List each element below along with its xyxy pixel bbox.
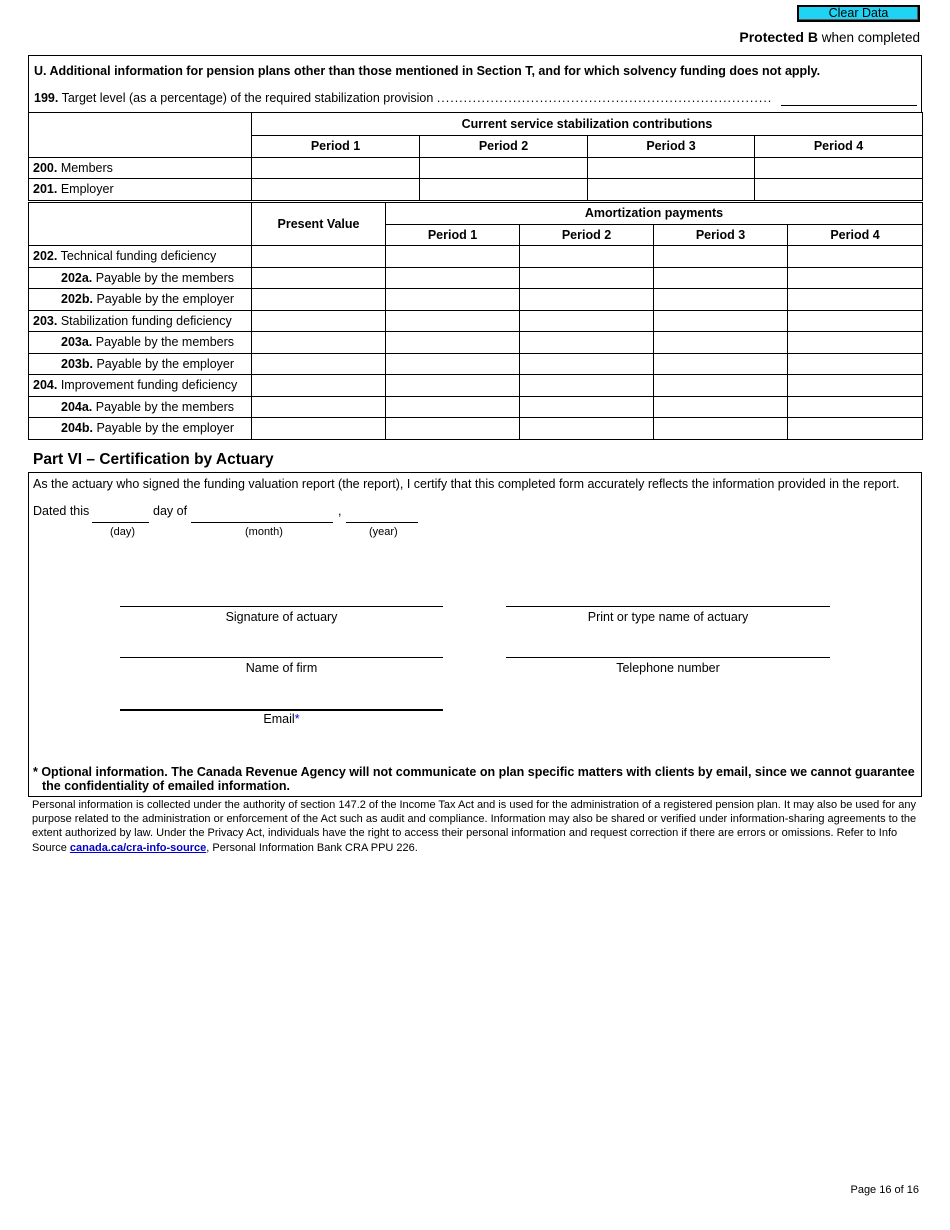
part-vi-title: Part VI – Certification by Actuary <box>33 451 274 468</box>
row-label <box>29 375 252 397</box>
input-cell[interactable] <box>788 289 923 311</box>
protected-b-label: Protected B <box>739 29 818 45</box>
info-source-link[interactable]: canada.ca/cra-info-source <box>69 841 207 854</box>
telephone-line[interactable] <box>506 657 830 658</box>
input-cell[interactable] <box>386 353 520 375</box>
row-number: 201. <box>33 182 58 197</box>
row-text: Payable by the members <box>92 399 235 414</box>
row-label <box>29 289 252 311</box>
input-cell[interactable] <box>520 396 654 418</box>
input-cell[interactable] <box>520 289 654 311</box>
year-caption: (year) <box>369 526 398 538</box>
day-caption: (day) <box>110 526 136 538</box>
telephone-label: Telephone number <box>616 661 720 675</box>
input-cell[interactable] <box>520 332 654 354</box>
row-text: Employer <box>57 182 114 197</box>
line-199-number: 199. <box>34 91 59 105</box>
input-cell[interactable] <box>755 179 923 201</box>
email-label: Email <box>263 712 295 726</box>
contrib-group-header: Current service stabilization contributions <box>252 113 923 136</box>
input-cell[interactable] <box>654 396 788 418</box>
row-number: 202a. <box>61 270 93 285</box>
amort-period-header: Period 1 <box>386 224 520 246</box>
contrib-period-header: Period 1 <box>252 136 420 158</box>
email-line[interactable] <box>120 709 443 711</box>
row-number: 204b. <box>61 421 93 436</box>
row-label <box>29 396 252 418</box>
input-cell[interactable] <box>420 179 588 201</box>
row-label <box>29 310 252 332</box>
input-cell[interactable] <box>252 396 386 418</box>
email-optional-marker: * <box>294 712 300 726</box>
table-row <box>29 375 923 397</box>
input-cell[interactable] <box>520 353 654 375</box>
input-cell[interactable] <box>654 267 788 289</box>
amort-corner-cell <box>29 203 252 246</box>
optional-info-note <box>33 765 915 793</box>
table-row <box>29 267 923 289</box>
input-cell[interactable] <box>654 246 788 268</box>
input-cell[interactable] <box>252 289 386 311</box>
input-cell[interactable] <box>788 353 923 375</box>
privacy-text-end: , Personal Information Bank CRA PPU 226. <box>206 841 418 854</box>
input-cell[interactable] <box>252 157 420 179</box>
input-cell[interactable] <box>654 375 788 397</box>
input-cell[interactable] <box>654 289 788 311</box>
input-cell[interactable] <box>252 267 386 289</box>
row-label <box>29 267 252 289</box>
line-199 <box>34 91 772 105</box>
table-row <box>29 396 923 418</box>
contrib-period-header: Period 3 <box>588 136 755 158</box>
input-cell[interactable] <box>654 418 788 440</box>
line-199-leader-dots: ........................................................................... <box>436 91 773 105</box>
input-cell[interactable] <box>252 332 386 354</box>
certification-statement: As the actuary who signed the funding valuation report (the report), I certify that this completed form accurately reflects the information provided in the report. <box>33 477 900 491</box>
input-cell[interactable] <box>386 289 520 311</box>
input-cell[interactable] <box>654 353 788 375</box>
input-cell[interactable] <box>252 353 386 375</box>
input-cell[interactable] <box>788 332 923 354</box>
table-row <box>29 418 923 440</box>
input-cell[interactable] <box>386 310 520 332</box>
row-number: 203a. <box>61 335 93 350</box>
amort-period-header: Period 4 <box>788 224 923 246</box>
input-cell[interactable] <box>520 310 654 332</box>
input-cell[interactable] <box>654 332 788 354</box>
table-row <box>29 310 923 332</box>
signature-line[interactable] <box>120 606 443 607</box>
input-cell[interactable] <box>788 396 923 418</box>
input-cell[interactable] <box>252 418 386 440</box>
table-row <box>29 353 923 375</box>
dated-this-label: Dated this <box>33 504 90 518</box>
page-number: Page 16 of 16 <box>850 1184 919 1196</box>
amort-group-header: Amortization payments <box>386 203 923 225</box>
actuary-name-label: Print or type name of actuary <box>587 610 749 624</box>
input-cell[interactable] <box>252 179 420 201</box>
email-label-wrap <box>120 712 443 726</box>
actuary-name-line[interactable] <box>506 606 830 607</box>
certification-box <box>28 472 922 797</box>
row-label <box>29 246 252 268</box>
optional-note-line2: the confidentiality of emailed information. <box>42 779 290 793</box>
date-comma: , <box>338 504 342 518</box>
clear-data-button[interactable]: Clear Data <box>797 5 920 22</box>
table-row <box>29 289 923 311</box>
signature-label: Signature of actuary <box>225 610 338 624</box>
amort-period-header: Period 3 <box>654 224 788 246</box>
row-text: Payable by the members <box>92 270 235 285</box>
contrib-period-header: Period 4 <box>755 136 923 158</box>
privacy-notice <box>32 798 922 855</box>
input-cell[interactable] <box>520 375 654 397</box>
input-cell[interactable] <box>386 332 520 354</box>
row-text: Technical funding deficiency <box>57 249 217 264</box>
input-cell[interactable] <box>386 375 520 397</box>
amortization-table <box>28 202 923 440</box>
row-number: 202b. <box>61 292 93 307</box>
input-cell[interactable] <box>252 246 386 268</box>
input-cell[interactable] <box>520 246 654 268</box>
input-cell[interactable] <box>252 375 386 397</box>
input-cell[interactable] <box>520 418 654 440</box>
row-label-201 <box>29 179 252 201</box>
input-cell[interactable] <box>252 310 386 332</box>
row-number: 203b. <box>61 356 93 371</box>
row-label <box>29 353 252 375</box>
section-u-box <box>28 55 922 113</box>
input-cell[interactable] <box>788 375 923 397</box>
row-label-200 <box>29 157 252 179</box>
input-cell[interactable] <box>755 157 923 179</box>
present-value-header: Present Value <box>252 203 386 246</box>
input-cell[interactable] <box>386 267 520 289</box>
year-input[interactable] <box>346 522 418 523</box>
input-cell[interactable] <box>588 179 755 201</box>
row-text: Payable by the members <box>92 335 235 350</box>
row-text: Payable by the employer <box>92 421 235 436</box>
table-row <box>29 332 923 354</box>
day-of-label: day of <box>153 504 188 518</box>
contributions-table <box>28 112 923 201</box>
input-cell[interactable] <box>386 246 520 268</box>
row-text: Payable by the employer <box>92 356 235 371</box>
firm-name-label: Name of firm <box>245 661 318 675</box>
day-input[interactable] <box>92 522 149 523</box>
input-cell[interactable] <box>588 157 755 179</box>
row-number: 200. <box>33 160 58 175</box>
protected-b-notice <box>739 29 920 45</box>
contrib-period-header: Period 2 <box>420 136 588 158</box>
line-199-text: Target level (as a percentage) of the required stabilization provision <box>58 91 434 105</box>
input-cell[interactable] <box>520 267 654 289</box>
section-u-title: U. Additional information for pension plans other than those mentioned in Section T, and for which solvency funding does not apply. <box>34 64 821 78</box>
input-cell[interactable] <box>788 267 923 289</box>
input-cell[interactable] <box>386 418 520 440</box>
input-cell[interactable] <box>420 157 588 179</box>
input-cell[interactable] <box>386 396 520 418</box>
input-cell[interactable] <box>654 310 788 332</box>
row-text: Improvement funding deficiency <box>57 378 238 393</box>
input-cell[interactable] <box>788 246 923 268</box>
row-number: 203. <box>33 313 58 328</box>
row-number: 202. <box>33 249 58 264</box>
table-row <box>29 246 923 268</box>
row-text: Stabilization funding deficiency <box>57 313 232 328</box>
protected-b-suffix: when completed <box>817 30 920 45</box>
optional-note-line1: * Optional information. The Canada Revenue Agency will not communicate on plan specific matters with clients by email, since we cannot guarantee <box>33 765 915 779</box>
row-label <box>29 332 252 354</box>
row-label <box>29 418 252 440</box>
input-cell[interactable] <box>788 418 923 440</box>
contrib-corner-cell <box>29 113 252 158</box>
month-input[interactable] <box>191 522 333 523</box>
row-text: Members <box>57 160 113 175</box>
firm-name-line[interactable] <box>120 657 443 658</box>
line-199-input[interactable] <box>781 105 917 106</box>
input-cell[interactable] <box>788 310 923 332</box>
row-number: 204. <box>33 378 58 393</box>
amort-period-header: Period 2 <box>520 224 654 246</box>
privacy-text: Personal information is collected under the authority of section 147.2 of the Income Tax Act and is used for the administration of a registered pension plan. It may also be used for any purpose related to the administration or enforcement of the Act such as audit and compliance. Information may also be shared or verified under information-sharing agreements to the extent authorized by law. Under the Privacy Act, individuals have the right to access their personal information and request correction if there are errors or omissions. Refer to Info Source <box>32 799 917 854</box>
row-number: 204a. <box>61 399 93 414</box>
month-caption: (month) <box>245 526 283 538</box>
row-text: Payable by the employer <box>92 292 235 307</box>
